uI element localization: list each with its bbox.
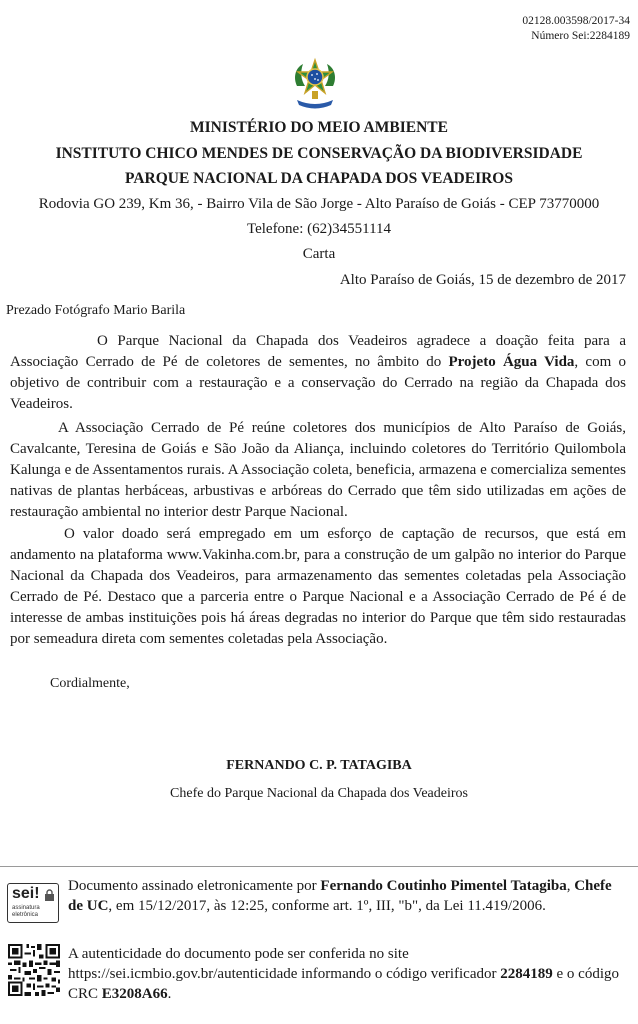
- sei-number: Número Sei:2284189: [531, 30, 630, 42]
- address: Rodovia GO 239, Km 36, - Bairro Vila de São Jorge - Alto Paraíso de Goiás - CEP 73770000: [38, 196, 600, 212]
- closing: Cordialmente,: [50, 676, 130, 691]
- signer-full-name: Fernando Coutinho Pimentel Tatagiba: [320, 878, 567, 894]
- signer-role: Chefe de UC: [68, 878, 612, 914]
- qr-code-icon[interactable]: [8, 944, 60, 996]
- place-date: Alto Paraíso de Goiás, 15 de dezembro de 2017: [339, 272, 626, 288]
- phone: Telefone: (62)34551114: [246, 221, 392, 237]
- body-paragraph-2: [10, 418, 626, 523]
- process-info: [522, 14, 630, 44]
- footer-divider: [0, 866, 638, 867]
- project-name: Projeto Água Vida: [448, 354, 575, 370]
- signatory-name: FERNANDO C. P. TATAGIBA: [226, 758, 412, 773]
- lock-icon: [44, 889, 55, 902]
- sei-signature-seal-icon: [7, 883, 59, 923]
- body-paragraph-1: [10, 331, 626, 415]
- document-type: Carta: [302, 246, 336, 262]
- p3-text: O valor doado será empregado em um esforço de captação de recursos, que está em andamento na plataforma www.Vakinha.com.br, para a construção de um galpão no interior do Parque Nacional da Chapada dos Veadeiros, para armazenamento das sementes coletadas pela Associação Cerrado de Pé. Destaco que a parceria entre o Parque Nacional e a Associação Cerrado de Pé é de interesse de ambas instituições pois há áreas degradas no interior do Parque que têm sido restauradas por semeadura direta com sementes coletadas pela Associação.: [10, 526, 626, 647]
- p2-text: A Associação Cerrado de Pé reúne coletores dos municípios de Alto Paraíso de Goiás, Cavalcante, Teresina de Goiás e São João da Aliança, incluindo coletores do Território Quilombola Kalunga e de Assentamentos rurais. A Associação coleta, beneficia, armazena e comercializa sementes nativas de plantas herbáceas, arbustivas e arbóreas do Cerrado que têm sido utilizadas em ações de restauração ambiental no interior destr Parque Nacional.: [10, 420, 626, 520]
- authenticity-statement: A autenticidade do documento pode ser conferida no site https://sei.icmbio.gov.br/autenticidade informando o código verificador 2284189 e o código CRC E3208A66.: [68, 946, 619, 1002]
- ministry-heading: MINISTÉRIO DO MEIO AMBIENTE: [190, 119, 448, 136]
- institute-heading: INSTITUTO CHICO MENDES DE CONSERVAÇÃO DA BIODIVERSIDADE: [55, 145, 583, 162]
- signatory-role: Chefe do Parque Nacional da Chapada dos Veadeiros: [170, 786, 468, 801]
- verification-code: 2284189: [500, 966, 553, 982]
- brazil-coat-of-arms-icon: [291, 56, 339, 112]
- body-paragraph-3: [10, 524, 626, 650]
- seal-caption: assinatura eletrônica: [12, 905, 40, 918]
- p1-text-b: , com o objetivo de contribuir com a restauração e a conservação do Cerrado na região da Chapada dos Veadeiros.: [10, 354, 627, 412]
- signature-statement: Documento assinado eletronicamente por Fernando Coutinho Pimentel Tatagiba, Chefe de UC, em 15/12/2017, às 12:25, conforme art. 1º, III, "b", da Lei 11.419/2006.: [68, 878, 612, 914]
- seal-logo-text: sei!: [12, 885, 40, 902]
- process-number: 02128.003598/2017-34: [522, 15, 630, 27]
- park-heading: PARQUE NACIONAL DA CHAPADA DOS VEADEIROS: [125, 170, 513, 187]
- greeting: Prezado Fotógrafo Mario Barila: [6, 303, 186, 318]
- crc-code: E3208A66: [101, 986, 168, 1002]
- p1-text-a: O Parque Nacional da Chapada dos Veadeiros agradece a doação feita para a Associação Cerrado de Pé de coletores de sementes, no âmbito do: [10, 333, 626, 370]
